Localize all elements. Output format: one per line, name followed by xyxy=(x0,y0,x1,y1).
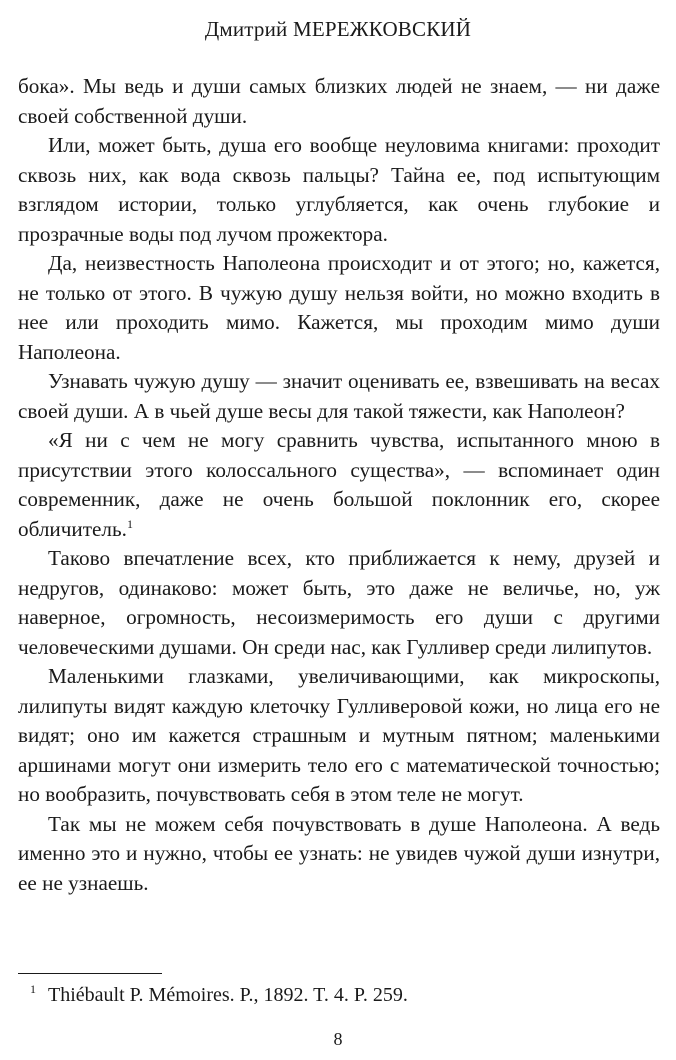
paragraph-3: Да, неизвестность Наполеона происходит и от этого; но, кажется, не только от этого. В чужую душу нельзя войти, но можно входить в нее или проходить мимо. Кажется, мы проходим мимо души Наполеона. xyxy=(18,251,660,364)
footnote xyxy=(30,982,650,1008)
running-head: Дмитрий МЕРЕЖКОВСКИЙ xyxy=(204,17,472,41)
footnote-divider xyxy=(18,973,162,974)
paragraph-6: Таково впечатление всех, кто приближается к нему, друзей и недругов, одинаково: может быть, это даже не величье, но, уж наверное, огромность, несоизмеримость его души с другими человеческими душами. Он среди нас, как Гулливер среди лилипутов. xyxy=(18,546,660,659)
footnote-mark: 1 xyxy=(30,982,36,997)
paragraph-4: Узнавать чужую душу — значит оценивать ее, взвешивать на весах своей души. А в чьей душе весы для такой тяжести, как Наполеон? xyxy=(18,369,660,423)
paragraph-2: Или, может быть, душа его вообще неуловима книгами: проходит сквозь них, как вода сквозь пальцы? Тайна ее, под испытующим взглядом истории, только углубляется, как очень глубокие и прозрачные воды под лучом прожектора. xyxy=(18,133,660,246)
paragraph-5-text: «Я ни с чем не могу сравнить чувства, испытанного мною в присутствии этого колоссального существа», — вспоминает один современник, даже не очень большой поклонник его, скорее обличитель. xyxy=(18,428,660,541)
footnote-text: Thiébault P. Mémoires. P., 1892. T. 4. P. 259. xyxy=(48,984,408,1006)
paragraph-8: Так мы не можем себя почувствовать в душе Наполеона. А ведь именно это и нужно, чтобы ее узнать: не увидев чужой души изнутри, ее не узнаешь. xyxy=(18,811,660,895)
body-text xyxy=(18,72,660,898)
paragraph-1: бока». Мы ведь и души самых близких людей не знаем, — ни даже своей собственной души. xyxy=(18,74,660,128)
footnote-reference: 1 xyxy=(126,516,133,531)
paragraph-5 xyxy=(18,426,660,544)
page-number: 8 xyxy=(333,1029,343,1049)
paragraph-7: Маленькими глазками, увеличивающими, как микроскопы, лилипуты видят каждую клеточку Гулливеровой кожи, но лица его не видят; оно им кажется страшным и мутным пятном; маленькими аршинами могут они измерить тело его с математической точностью; но вообразить, почувствовать себя в этом теле не могут. xyxy=(18,664,660,806)
